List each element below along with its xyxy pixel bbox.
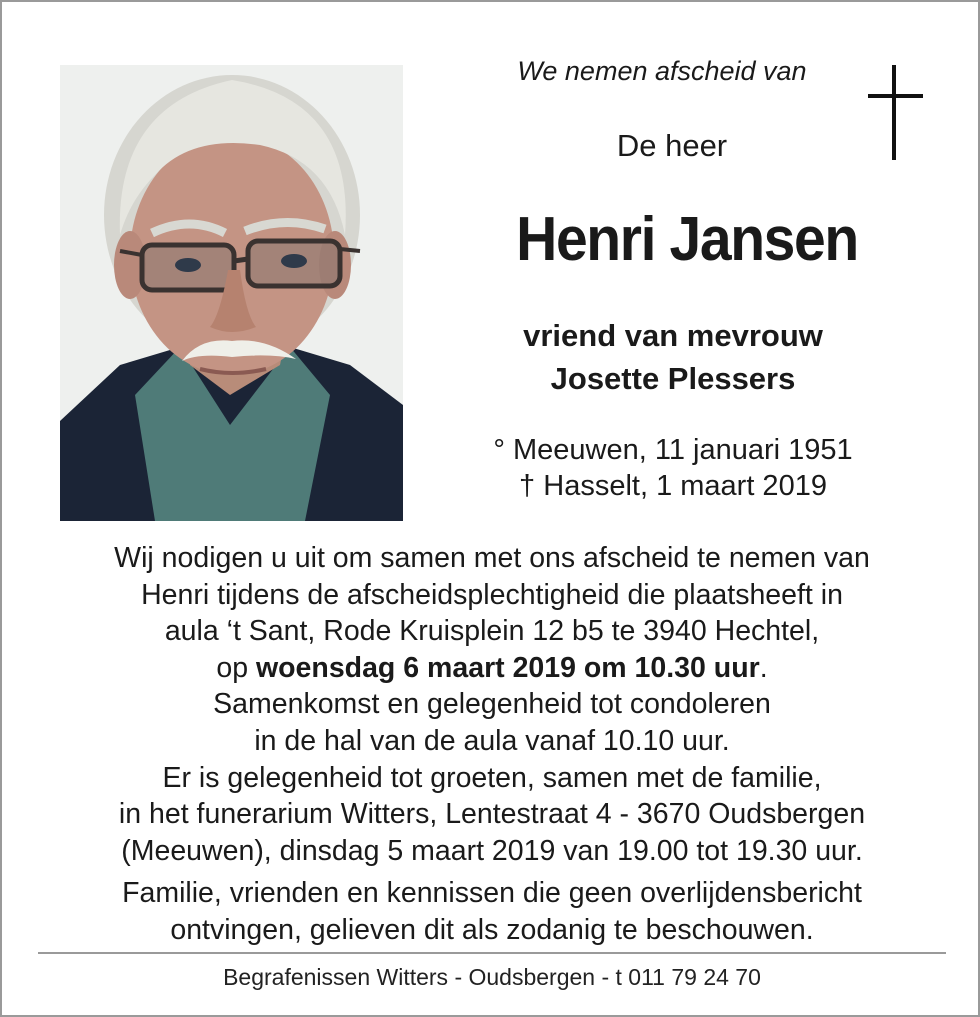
ceremony-datetime: woensdag 6 maart 2019 om 10.30 uur (255, 651, 760, 684)
body-line: Samenkomst en gelegenheid tot condoleren (213, 688, 771, 721)
divider (38, 952, 946, 954)
deceased-name: Henri Jansen (516, 205, 858, 274)
funeral-home-footer: Begrafenissen Witters - Oudsbergen - t 011 79 24 70 (223, 964, 761, 990)
body-line: aula ‘t Sant, Rode Kruisplein 12 b5 te 3940 Hechtel, (164, 615, 820, 648)
partner-name: Josette Plessers (550, 361, 796, 396)
portrait-photo (60, 65, 403, 521)
closing-line: ontvingen, gelieven dit als zodanig te beschouwen. (170, 913, 814, 946)
death-cross-icon: † (519, 470, 536, 502)
closing-note (32, 875, 952, 948)
body-line: (Meeuwen), dinsdag 5 maart 2019 van 19.00 tot 19.30 uur. (121, 834, 863, 867)
death-date: Hasselt, 1 maart 2019 (543, 470, 827, 502)
body-line: in het funerarium Witters, Lentestraat 4 - 3670 Oudsbergen (118, 798, 866, 831)
body-line: Wij nodigen u uit om samen met ons afscheid te nemen van (114, 542, 870, 574)
birth-line (442, 432, 904, 468)
death-line (442, 468, 904, 504)
body-line: in de hal van de aula vanaf 10.10 uur. (254, 724, 730, 757)
intro-line: We nemen afscheid van (517, 56, 807, 86)
birth-date: Meeuwen, 11 januari 1951 (513, 434, 853, 466)
body-line: Henri tijdens de afscheidsplechtigheid die plaatsheeft in (141, 578, 843, 611)
body-line: Er is gelegenheid tot groeten, samen met de familie, (162, 761, 822, 794)
body-text-span: . (759, 651, 768, 684)
relation-line: vriend van mevrouw (523, 318, 823, 353)
birth-symbol: ° (493, 434, 505, 466)
body-text-span: op (216, 651, 256, 684)
ceremony-date-line (32, 650, 952, 687)
life-dates (442, 432, 904, 504)
honorific: De heer (616, 128, 728, 163)
closing-line: Familie, vrienden en kennissen die geen overlijdensbericht (122, 877, 862, 909)
ceremony-details (32, 540, 952, 869)
relation-block (442, 314, 904, 400)
